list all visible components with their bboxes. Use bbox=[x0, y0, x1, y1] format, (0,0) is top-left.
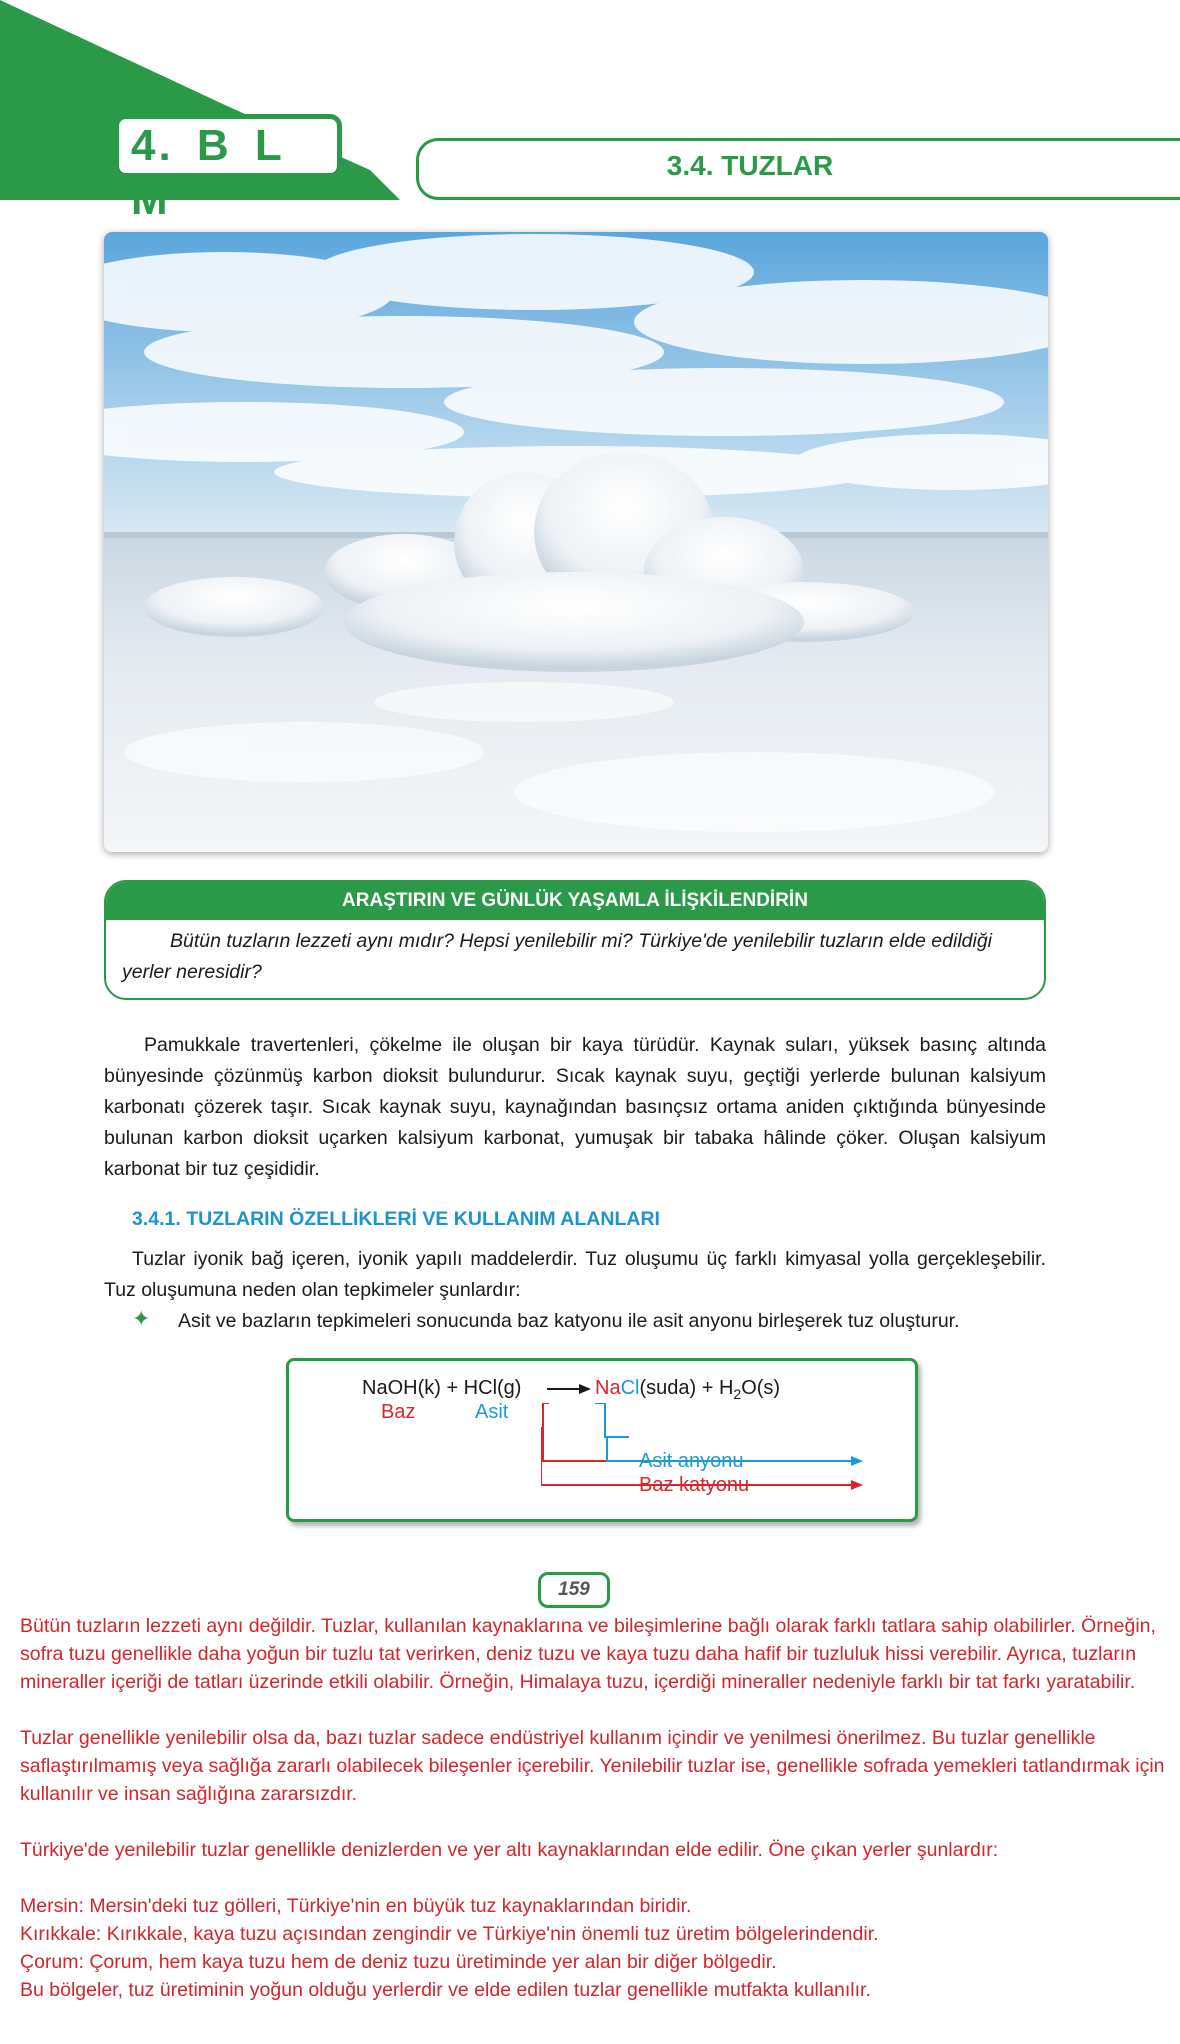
research-callout bbox=[104, 880, 1046, 1000]
answer-paragraph-taste: Bütün tuzların lezzeti aynı değildir. Tuzlar, kullanılan kaynaklarına ve bileşimlerine bağlı olarak farklı tatlara sahip olabilirler. Örneğin, sofra tuzu genellikle daha yoğun bir tuzlu tat verirken, deniz tuzu ve kaya tuzu daha hafif bir tuzluluk hissi verebilir. Ayrıca, tuzların mineraller içeriği de tatları üzerinde etkili olabilir. Örneğin, Himalaya tuzu, içerdiği mineraller nedeniyle farklı bir tat farkı yaratabilir. bbox=[20, 1615, 1156, 1693]
subsection-title: 3.4.1. TUZLARIN ÖZELLİKLERİ VE KULLANIM ALANLARI bbox=[132, 1208, 660, 1230]
bullet-text: Asit ve bazların tepkimeleri sonucunda baz katyonu ile asit anyonu birleşerek tuz oluşturur. bbox=[178, 1310, 960, 1332]
intro-paragraph: Pamukkale travertenleri, çökelme ile oluşan bir kaya türüdür. Kaynak suları, yüksek basınç altında bünyesinde çözünmüş karbon dioksit bulundurur. Sıcak kaynak suyu, geçtiği yerlerde bulunan kalsiyum karbonatı çözerek taşır. Sıcak kaynak suyu, kaynağından basınçsız ortama aniden çıktığında bünyesinde bulunan karbon dioksit uçarken kalsiyum karbonat, yumuşak bir tabaka hâlinde çöker. Oluşan kalsiyum karbonat bir tuz çeşididir. bbox=[104, 1034, 1046, 1180]
answer-list-item: Kırıkkale: Kırıkkale, kaya tuzu açısından zengindir ve Türkiye'nin önemli tuz üretim bölgelerindendir. bbox=[20, 1923, 879, 1945]
acid-label: Asit bbox=[475, 1401, 509, 1423]
section-title: 3.4. TUZLAR bbox=[666, 150, 834, 181]
reaction-arrow-icon bbox=[547, 1381, 591, 1397]
answer-paragraph-locations: Türkiye'de yenilebilir tuzlar genellikle denizlerden ve yer altı kaynaklarından elde edilir. Öne çıkan yerler şunlardır: bbox=[20, 1839, 999, 1861]
base-cation-label: Baz katyonu bbox=[639, 1474, 750, 1496]
product-chloride: Cl bbox=[620, 1377, 640, 1399]
water-subscript: 2 bbox=[733, 1386, 742, 1402]
answer-list-item: Bu bölgeler, tuz üretiminin yoğun olduğu yerlerdir ve elde edilen tuzlar genellikle mutfakta kullanılır. bbox=[20, 1979, 871, 2001]
product-sodium: Na bbox=[595, 1377, 621, 1399]
research-heading: ARAŞTIRIN VE GÜNLÜK YAŞAMLA İLİŞKİLENDİRİN bbox=[106, 882, 1044, 920]
salt-formation-paragraph: Tuzlar iyonik bağ içeren, iyonik yapılı maddelerdir. Tuz oluşumu üç farklı kimyasal yolla gerçekleşebilir. Tuz oluşumuna neden olan tepkimeler şunlardır: bbox=[104, 1248, 1046, 1301]
reaction-diagram bbox=[286, 1358, 918, 1522]
chapter-label: 4. B L M bbox=[131, 121, 285, 224]
base-label: Baz bbox=[381, 1401, 416, 1423]
products bbox=[595, 1377, 780, 1405]
page-number: 159 bbox=[538, 1572, 610, 1608]
answer-list-item: Çorum: Çorum, hem kaya tuzu hem de deniz tuzu üretiminde yer alan bir diğer bölgedir. bbox=[20, 1951, 777, 1973]
acid-anion-label: Asit anyonu bbox=[639, 1450, 744, 1472]
answer-text bbox=[20, 1612, 1170, 2004]
research-question: Bütün tuzların lezzeti aynı mıdır? Hepsi yenilebilir mi? Türkiye'de yenilebilir tuzların elde edildiği yerler neresidir? bbox=[122, 930, 993, 983]
answer-list-item: Mersin: Mersin'deki tuz gölleri, Türkiye'nin en büyük tuz kaynaklarından biridir. bbox=[20, 1895, 692, 1917]
product-rest: (suda) + H bbox=[639, 1377, 734, 1399]
product-end: O(s) bbox=[741, 1377, 781, 1399]
reactants: NaOH(k) + HCl(g) bbox=[362, 1377, 522, 1399]
salt-landscape-photo bbox=[104, 232, 1048, 852]
star-bullet-icon: ✦ bbox=[132, 1306, 151, 1331]
answer-paragraph-edible: Tuzlar genellikle yenilebilir olsa da, bazı tuzlar sadece endüstriyel kullanım içindir ve yenilmesi önerilmez. Bu tuzlar genellikle saflaştırılmamış veya sağlığa zararlı olabilecek bileşenler içerebilir. Yenilebilir tuzlar ise, genellikle sofrada yemekleri tatlandırmak için kullanılır ve insan sağlığına zararsızdır. bbox=[20, 1727, 1165, 1805]
chapter-badge bbox=[114, 114, 342, 224]
